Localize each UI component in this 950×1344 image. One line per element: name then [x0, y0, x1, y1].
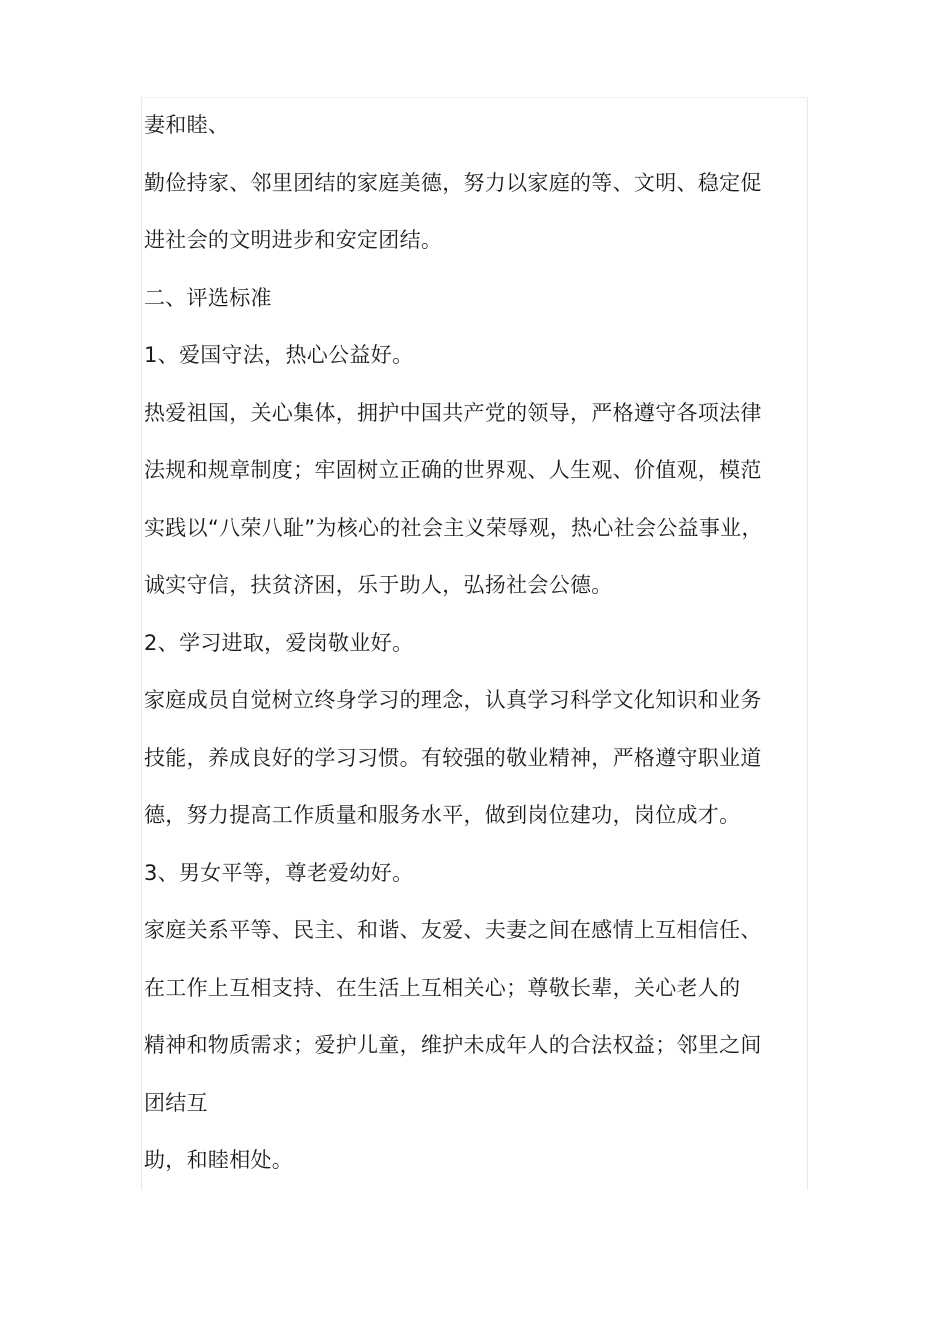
text-line: 团结互	[144, 1091, 208, 1115]
subsection-heading: 2、学习进取，爱岗敬业好。	[144, 631, 414, 655]
text-line: 妻和睦、	[144, 113, 230, 137]
text-line: 助，和睦相处。	[144, 1148, 294, 1172]
text-line: 实践以“八荣八耻”为核心的社会主义荣辱观，热心社会公益事业，	[144, 516, 763, 540]
text-line: 家庭成员自觉树立终身学习的理念，认真学习科学文化知识和业务	[144, 688, 762, 712]
text-line: 技能，养成良好的学习习惯。有较强的敬业精神，严格遵守职业道	[144, 746, 762, 770]
text-line: 热爱祖国，关心集体，拥护中国共产党的领导，严格遵守各项法律	[144, 401, 762, 425]
section-heading: 二、评选标准	[144, 286, 272, 310]
subsection-heading: 1、爱国守法，热心公益好。	[144, 343, 414, 367]
subsection-heading: 3、男女平等，尊老爱幼好。	[144, 861, 414, 885]
text-line: 法规和规章制度；牢固树立正确的世界观、人生观、价值观，模范	[144, 458, 762, 482]
text-line: 家庭关系平等、民主、和谐、友爱、夫妻之间在感情上互相信任、	[144, 918, 762, 942]
text-line: 德，努力提高工作质量和服务水平，做到岗位建功，岗位成才。	[144, 803, 741, 827]
text-line: 在工作上互相支持、在生活上互相关心；尊敬长辈，关心老人的	[144, 976, 741, 1000]
text-line: 勤俭持家、邻里团结的家庭美德，努力以家庭的等、文明、稳定促	[144, 171, 762, 195]
text-line: 进社会的文明进步和安定团结。	[144, 228, 443, 252]
text-line: 精神和物质需求；爱护儿童，维护未成年人的合法权益；邻里之间	[144, 1033, 762, 1057]
text-line: 诚实守信，扶贫济困，乐于助人，弘扬社会公德。	[144, 573, 613, 597]
